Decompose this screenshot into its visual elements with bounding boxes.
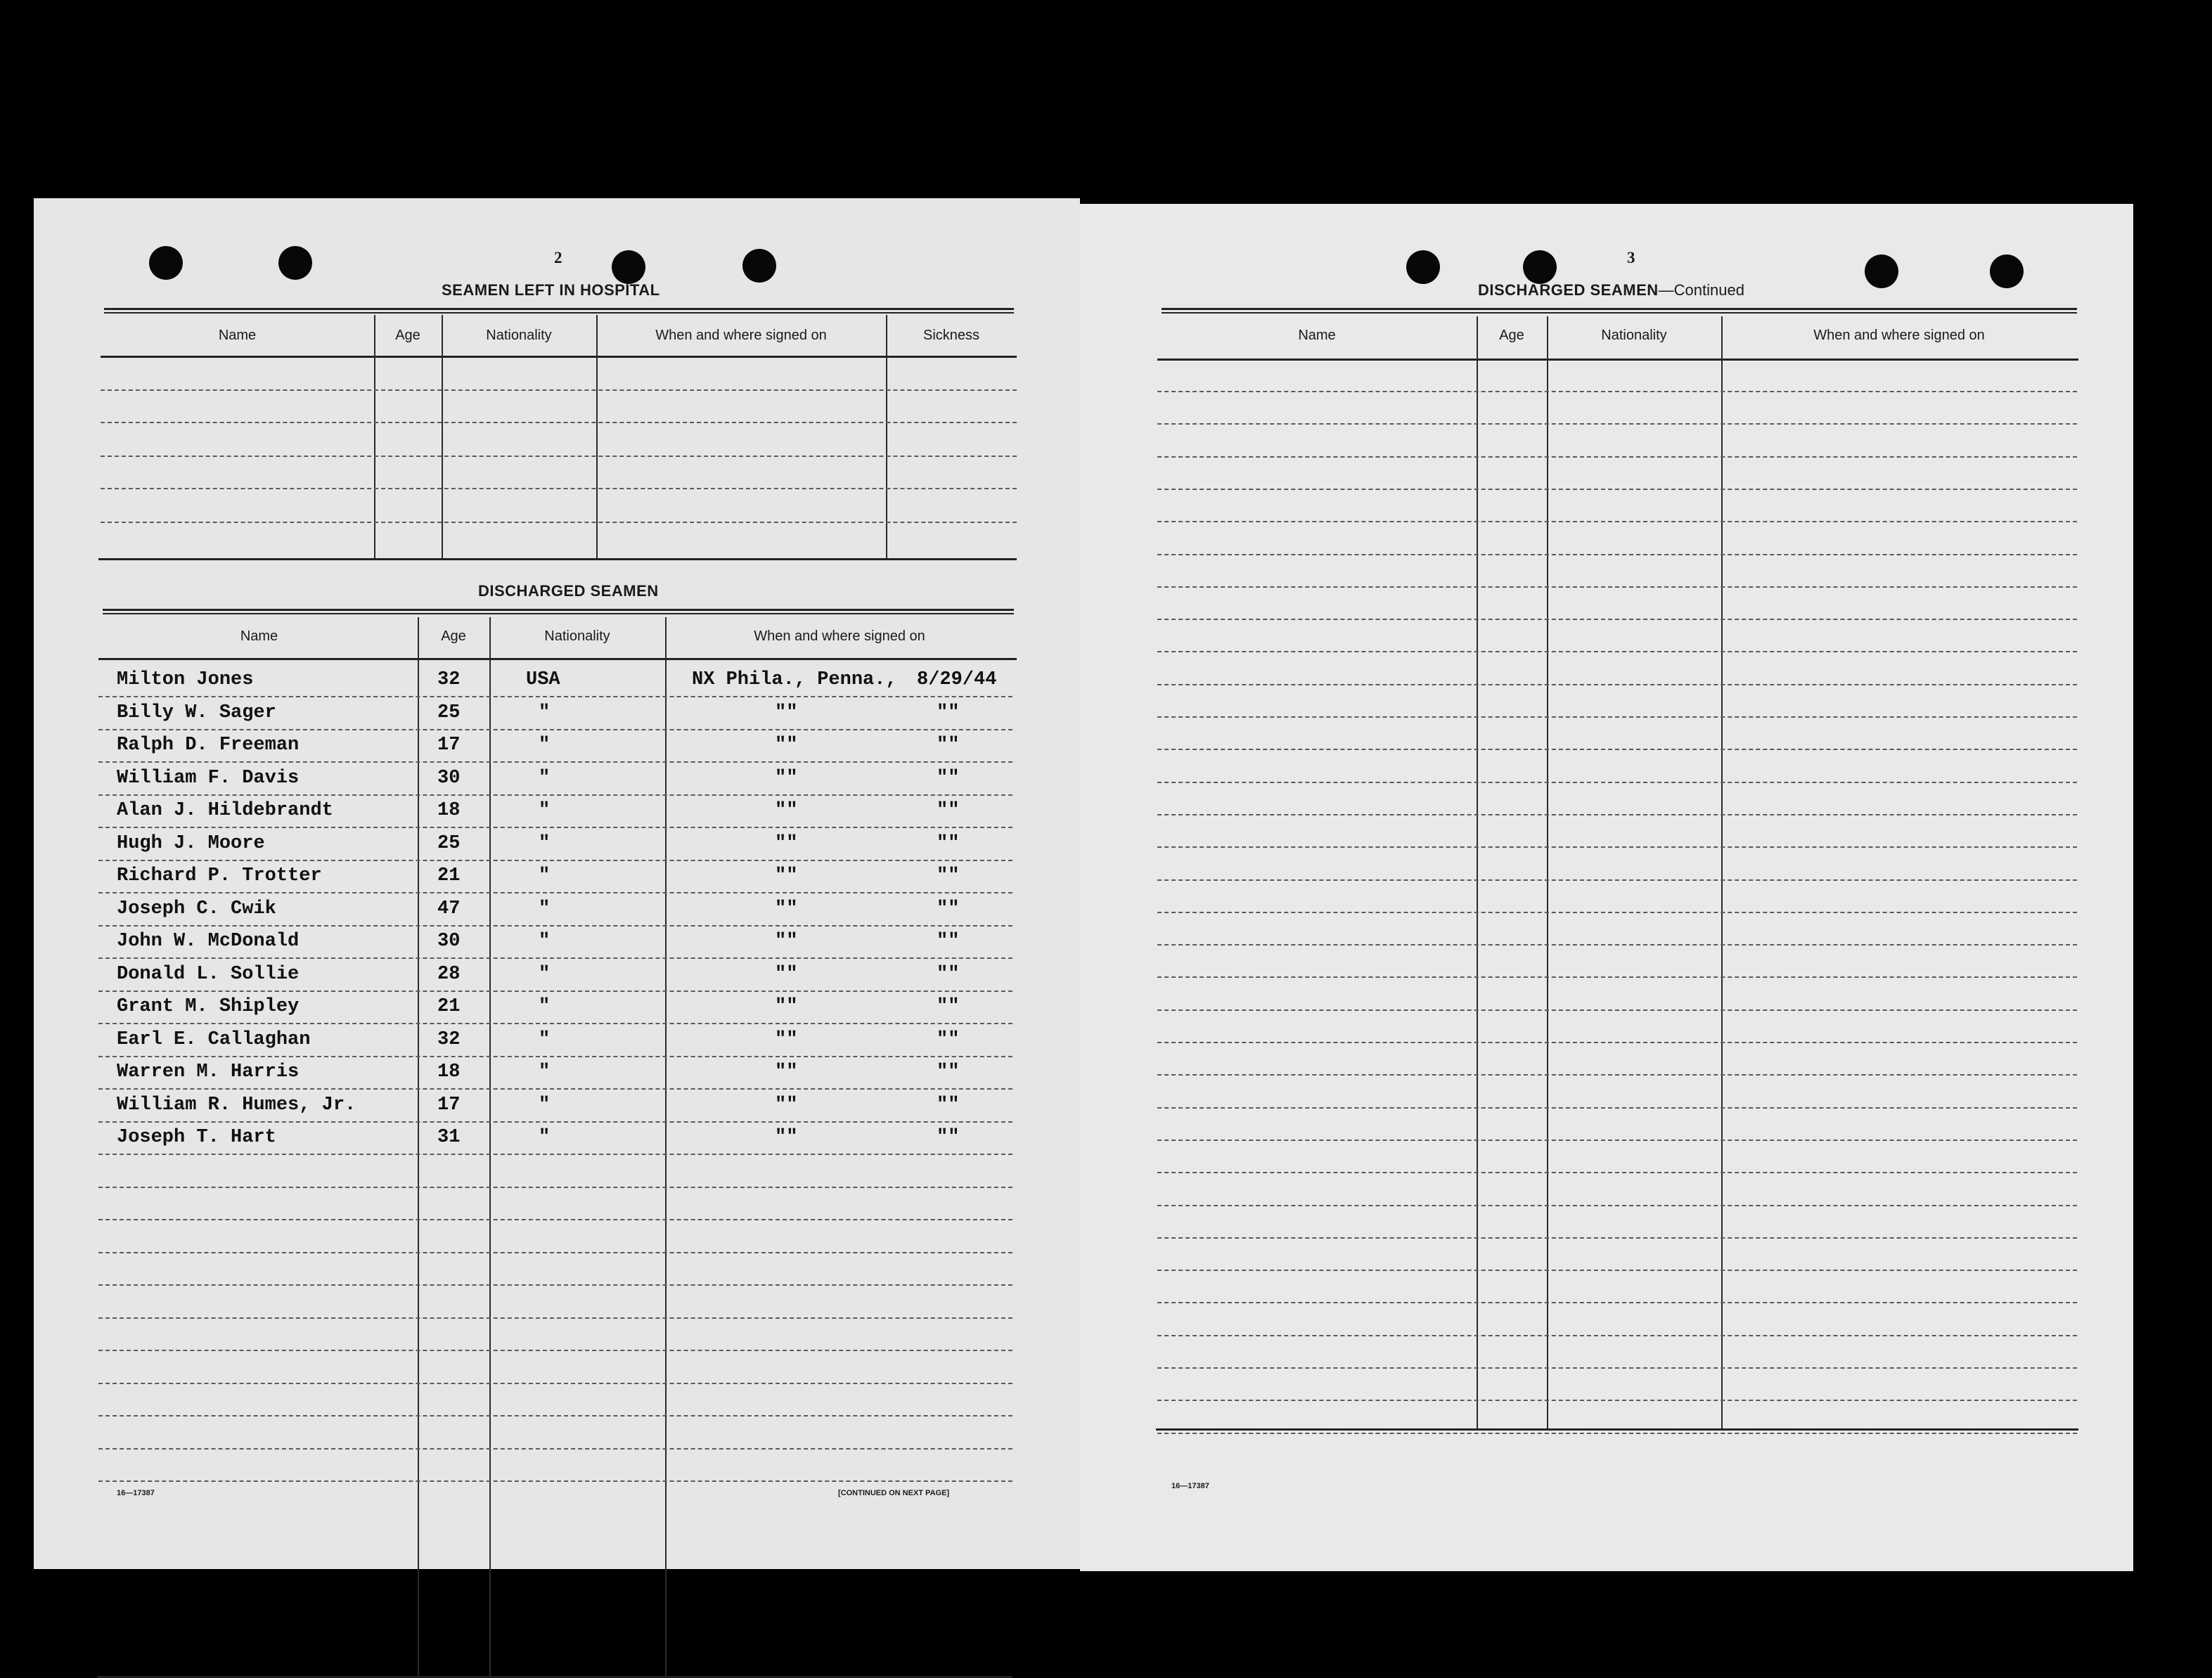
seaman-name: Grant M. Shipley bbox=[117, 996, 300, 1017]
ruled-line bbox=[1157, 1042, 2077, 1043]
ruled-line bbox=[1157, 1009, 2077, 1011]
ruled-line bbox=[98, 1383, 1012, 1384]
punch-hole bbox=[1990, 254, 2024, 288]
punch-hole bbox=[149, 246, 183, 280]
punch-hole bbox=[278, 246, 312, 280]
ruled-line bbox=[1157, 1107, 2077, 1109]
ruled-line bbox=[1157, 1302, 2077, 1303]
page-number: 2 bbox=[554, 249, 562, 266]
seaman-age: 32 bbox=[437, 1029, 461, 1050]
ruled-line bbox=[1157, 1074, 2077, 1076]
seaman-name: Milton Jones bbox=[117, 669, 254, 690]
signed-on-place: NX Phila., Penna., bbox=[692, 669, 897, 690]
ruled-line bbox=[98, 729, 1012, 730]
signed-on-date: "" bbox=[937, 735, 960, 756]
ruled-line bbox=[1157, 1237, 2077, 1239]
ruled-line bbox=[98, 761, 1012, 763]
ruled-line bbox=[1157, 782, 2077, 783]
seaman-name: John W. McDonald bbox=[117, 931, 300, 952]
ruled-line bbox=[1157, 846, 2077, 848]
signed-on-place: "" bbox=[775, 735, 798, 756]
signed-on-place: "" bbox=[775, 1095, 798, 1116]
hospital-section-title: SEAMEN LEFT IN HOSPITAL bbox=[442, 281, 660, 299]
signed-on-date: "" bbox=[937, 1127, 960, 1148]
signed-on-place: "" bbox=[775, 964, 798, 985]
page-number: 3 bbox=[1627, 249, 1635, 266]
ruled-line bbox=[98, 1023, 1012, 1024]
seaman-age: 17 bbox=[437, 1095, 461, 1116]
punch-hole bbox=[1865, 254, 1898, 288]
seaman-age: 18 bbox=[437, 1061, 461, 1083]
ruled-line bbox=[98, 1480, 1012, 1482]
seaman-name: Hugh J. Moore bbox=[117, 833, 265, 854]
signed-on-place: "" bbox=[775, 865, 798, 886]
right-page bbox=[1080, 204, 2133, 1571]
seaman-age: 31 bbox=[437, 1127, 461, 1148]
seaman-nationality: " bbox=[539, 996, 551, 1017]
seaman-name: Ralph D. Freeman bbox=[117, 735, 300, 756]
col-header-age: Age bbox=[441, 628, 466, 644]
seaman-nationality: " bbox=[539, 702, 551, 723]
ruled-line bbox=[1157, 1172, 2077, 1173]
ruled-line bbox=[98, 1219, 1012, 1220]
seaman-age: 30 bbox=[437, 931, 461, 952]
signed-on-place: "" bbox=[775, 702, 798, 723]
seaman-name: Alan J. Hildebrandt bbox=[117, 800, 333, 821]
ruled-line bbox=[1157, 554, 2077, 555]
col-header-nationality: Nationality bbox=[486, 328, 552, 343]
ruled-line bbox=[98, 1350, 1012, 1351]
signed-on-place: "" bbox=[775, 1029, 798, 1050]
seaman-nationality: " bbox=[539, 735, 551, 756]
ruled-line bbox=[98, 990, 1012, 992]
signed-on-place: "" bbox=[775, 1127, 798, 1148]
seaman-name: William F. Davis bbox=[117, 768, 300, 789]
ruled-line bbox=[98, 1187, 1012, 1188]
signed-on-date: "" bbox=[937, 1095, 960, 1116]
ruled-line bbox=[1157, 489, 2077, 490]
col-header-name: Name bbox=[1298, 328, 1336, 343]
seaman-age: 17 bbox=[437, 735, 461, 756]
ruled-line bbox=[98, 1284, 1012, 1286]
seaman-nationality: " bbox=[539, 800, 551, 821]
seaman-name: Donald L. Sollie bbox=[117, 964, 300, 985]
seaman-name: William R. Humes, Jr. bbox=[117, 1095, 356, 1116]
seaman-name: Joseph C. Cwik bbox=[117, 898, 276, 919]
punch-hole bbox=[612, 250, 645, 284]
signed-on-date: "" bbox=[937, 964, 960, 985]
seaman-name: Joseph T. Hart bbox=[117, 1127, 276, 1148]
seaman-nationality: USA bbox=[526, 669, 560, 690]
ruled-line bbox=[1157, 944, 2077, 946]
signed-on-place: "" bbox=[775, 898, 798, 919]
col-header-when-where: When and where signed on bbox=[1813, 328, 1985, 343]
seaman-nationality: " bbox=[539, 1029, 551, 1050]
seaman-nationality: " bbox=[539, 964, 551, 985]
ruled-line bbox=[98, 1415, 1012, 1416]
ruled-line bbox=[1157, 1140, 2077, 1141]
seaman-nationality: " bbox=[539, 1127, 551, 1148]
signed-on-place: "" bbox=[775, 931, 798, 952]
ruled-line bbox=[98, 1317, 1012, 1319]
ruled-line bbox=[1157, 1400, 2077, 1401]
seaman-nationality: " bbox=[539, 833, 551, 854]
seaman-age: 21 bbox=[437, 996, 461, 1017]
signed-on-place: "" bbox=[775, 1061, 798, 1083]
signed-on-date: "" bbox=[937, 702, 960, 723]
seaman-name: Richard P. Trotter bbox=[117, 865, 322, 886]
signed-on-place: "" bbox=[775, 833, 798, 854]
col-header-nationality: Nationality bbox=[544, 628, 610, 644]
ruled-line bbox=[1157, 521, 2077, 522]
col-header-name: Name bbox=[218, 328, 257, 343]
ruled-line bbox=[1157, 651, 2077, 652]
signed-on-date: "" bbox=[937, 800, 960, 821]
col-header-name: Name bbox=[240, 628, 278, 644]
ruled-line bbox=[1157, 912, 2077, 913]
ruled-line bbox=[1157, 423, 2077, 425]
seaman-nationality: " bbox=[539, 931, 551, 952]
ruled-line bbox=[98, 1088, 1012, 1090]
ruled-line bbox=[98, 794, 1012, 796]
seaman-age: 30 bbox=[437, 768, 461, 789]
col-header-sickness: Sickness bbox=[922, 328, 980, 343]
signed-on-place: "" bbox=[775, 996, 798, 1017]
continued-note: [CONTINUED ON NEXT PAGE] bbox=[838, 1489, 950, 1497]
seaman-nationality: " bbox=[539, 1061, 551, 1083]
form-number: 16—17387 bbox=[117, 1489, 155, 1497]
ruled-line bbox=[1157, 684, 2077, 685]
seaman-name: Earl E. Callaghan bbox=[117, 1029, 311, 1050]
col-header-when-where: When and where signed on bbox=[754, 628, 925, 644]
ruled-line bbox=[1157, 586, 2077, 588]
ruled-line bbox=[98, 892, 1012, 893]
seaman-age: 18 bbox=[437, 800, 461, 821]
seaman-nationality: " bbox=[539, 768, 551, 789]
signed-on-date: "" bbox=[937, 996, 960, 1017]
punch-hole bbox=[1406, 250, 1440, 284]
signed-on-place: "" bbox=[775, 768, 798, 789]
signed-on-date: 8/29/44 bbox=[917, 669, 997, 690]
discharged-continued-title: DISCHARGED SEAMEN—Continued bbox=[1478, 281, 1744, 299]
signed-on-date: "" bbox=[937, 1029, 960, 1050]
ruled-line bbox=[1157, 976, 2077, 978]
signed-on-place: "" bbox=[775, 800, 798, 821]
ruled-line bbox=[98, 1056, 1012, 1057]
seaman-age: 28 bbox=[437, 964, 461, 985]
ruled-line bbox=[1157, 749, 2077, 750]
ruled-line bbox=[1157, 1367, 2077, 1369]
col-header-nationality: Nationality bbox=[1601, 328, 1667, 343]
discharged-section-title: DISCHARGED SEAMEN bbox=[478, 582, 659, 600]
form-number: 16—17387 bbox=[1171, 1482, 1209, 1490]
ruled-line bbox=[1157, 814, 2077, 815]
seaman-name: Billy W. Sager bbox=[117, 702, 276, 723]
ruled-line bbox=[98, 1448, 1012, 1450]
seaman-name: Warren M. Harris bbox=[117, 1061, 300, 1083]
ruled-line bbox=[1157, 716, 2077, 718]
seaman-nationality: " bbox=[539, 865, 551, 886]
signed-on-date: "" bbox=[937, 865, 960, 886]
ruled-line bbox=[1157, 1335, 2077, 1336]
seaman-age: 25 bbox=[437, 702, 461, 723]
ruled-line bbox=[98, 696, 1012, 697]
signed-on-date: "" bbox=[937, 898, 960, 919]
ruled-line bbox=[1157, 1270, 2077, 1271]
seaman-age: 32 bbox=[437, 669, 461, 690]
signed-on-date: "" bbox=[937, 1061, 960, 1083]
ruled-line bbox=[98, 957, 1012, 959]
signed-on-date: "" bbox=[937, 768, 960, 789]
seaman-nationality: " bbox=[539, 1095, 551, 1116]
ruled-line bbox=[1157, 619, 2077, 620]
seaman-age: 25 bbox=[437, 833, 461, 854]
ruled-line bbox=[98, 1252, 1012, 1253]
ruled-line bbox=[98, 860, 1012, 861]
signed-on-date: "" bbox=[937, 833, 960, 854]
ruled-line bbox=[1157, 1433, 2077, 1434]
ruled-line bbox=[1157, 879, 2077, 881]
ruled-line bbox=[98, 1121, 1012, 1123]
ruled-line bbox=[1157, 391, 2077, 392]
signed-on-date: "" bbox=[937, 931, 960, 952]
ruled-line bbox=[98, 925, 1012, 927]
ruled-line bbox=[1157, 456, 2077, 458]
col-header-when-where: When and where signed on bbox=[655, 328, 827, 343]
seaman-age: 47 bbox=[437, 898, 461, 919]
col-header-age: Age bbox=[395, 328, 420, 343]
punch-hole bbox=[1523, 250, 1557, 284]
punch-hole bbox=[742, 249, 776, 283]
seaman-nationality: " bbox=[539, 898, 551, 919]
ruled-line bbox=[98, 827, 1012, 828]
col-header-age: Age bbox=[1499, 328, 1524, 343]
ruled-line bbox=[1157, 1205, 2077, 1206]
left-page bbox=[34, 198, 1080, 1569]
ruled-line bbox=[98, 1154, 1012, 1155]
seaman-age: 21 bbox=[437, 865, 461, 886]
